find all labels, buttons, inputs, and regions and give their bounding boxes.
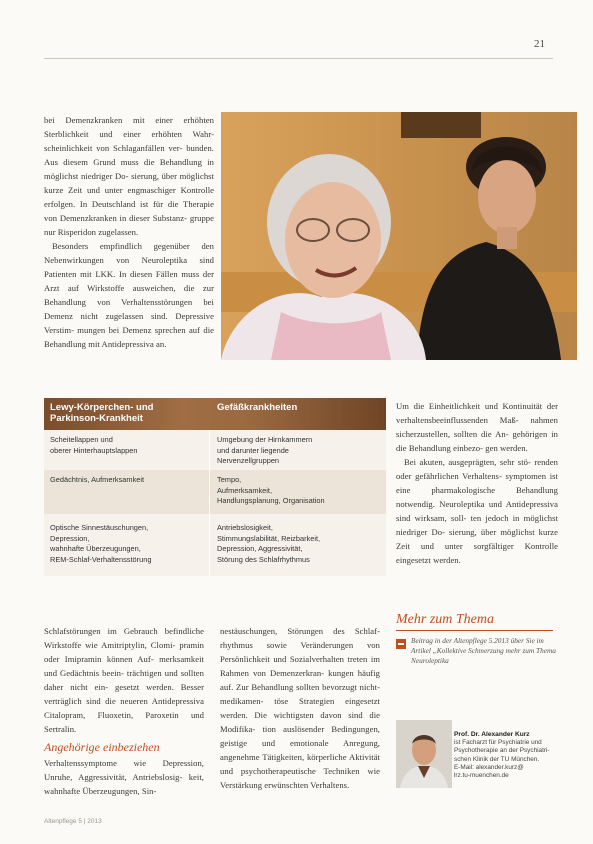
- text-line: ten jedoch in möglichst niedriger Do-: [396, 513, 558, 537]
- table-row: [44, 514, 386, 576]
- text-line: scheinlichkeit von Schlaganfällen ver-: [44, 143, 183, 153]
- text-line: der verhaltensbeeinflussenden Maß-: [396, 401, 559, 425]
- text-line: Demenzkranken in dieser Substanz-: [59, 213, 188, 223]
- text-line: Verstärkung erwünschten Verhaltens.: [220, 780, 350, 790]
- table-row: [44, 430, 386, 470]
- author-line: schen Klinik der TU München.: [454, 755, 540, 763]
- paragraph: [220, 624, 380, 792]
- text-line: wichtigsten davon sind die Modifika-: [220, 710, 380, 734]
- text-line: kungen häufig auf. Zur Behandlung: [220, 668, 380, 692]
- footer: Altenpflege 5 | 2013: [44, 818, 102, 825]
- text-line: bei Demenzkranken mit einer erhöhten: [44, 115, 214, 125]
- column-bottom-middle: [220, 624, 380, 792]
- paragraph: [44, 624, 204, 736]
- text-line: nahmen sicherzustellen, sollten die An-: [396, 415, 558, 439]
- table-cell: Antriebslosigkeit, Stimmungslabilität, Reizbarkeit, Depression, Aggressivität, Störung des Schlafrhythmus: [217, 523, 321, 564]
- text-line: Behandlung notwendig. Neuroleptika: [396, 485, 558, 509]
- text-line: Verhaltensstörungen bei Demenz nicht: [44, 297, 214, 321]
- text-line: bunden. Aus diesem Grund muss die: [44, 143, 214, 167]
- column-left-top: [44, 113, 214, 351]
- divider: [396, 630, 553, 631]
- column-bottom-left-2: [44, 756, 204, 798]
- page-number: 21: [534, 38, 545, 50]
- text-line: unter sorgfältiger Kontrolle eingesetzt: [396, 541, 559, 565]
- column-bottom-left: [44, 624, 204, 736]
- text-line: nestäuschungen, Störungen des Schlaf-: [220, 626, 380, 636]
- paragraph: [44, 113, 214, 239]
- text-line: und Antidepressiva sind wirksam, soll-: [396, 499, 558, 523]
- text-line: merksamkeit und Gedächtnis beein-: [44, 654, 204, 678]
- author-line: E-Mail: alexander.kurz@: [454, 763, 524, 771]
- author-line: lrz.tu-muenchen.de: [454, 772, 509, 780]
- text-line: den Nebenwirkungen von Neuroleptika: [44, 241, 214, 265]
- text-line: sierung, über möglichst kurze Zeit und: [44, 171, 215, 195]
- text-line: sierung, über möglichst kurze Zeit und: [396, 527, 559, 551]
- text-line: psychotherapeutische Techniken wie: [240, 766, 381, 776]
- text-line: gen werden.: [485, 443, 528, 453]
- text-line: sollten bevorzugt nicht-medikamen-: [220, 682, 380, 706]
- text-line: In Deutschland ist für die Therapie von: [44, 199, 214, 223]
- text-line: und emotionale Anregung, angenehme: [220, 738, 381, 762]
- text-line: tion auslösender Bedingungen, geistige: [220, 724, 380, 748]
- author-name: Prof. Dr. Alexander Kurz: [454, 731, 530, 738]
- text-line: Besonders empfindlich gegenüber: [52, 241, 190, 251]
- text-line: Schlafstörungen im Gebrauch befindliche: [44, 626, 204, 636]
- text-line: Persönlichkeit und Sozialverhalten: [220, 654, 345, 664]
- text-line: Verhaltenssymptome wie Depression,: [44, 758, 204, 768]
- photo-senior-and-caregiver: [221, 112, 577, 360]
- paragraph: [44, 239, 214, 351]
- text-line: werden.: [433, 555, 461, 565]
- more-on-topic-text: Beitrag in der Altenpflege 5.2013 über Sie im Artikel „Kollektive Schmerzung mehr zum Thema Neuroleptika: [411, 636, 556, 665]
- column-right-top: [396, 399, 558, 567]
- table-cell: Optische Sinnestäuschungen, Depression, wahnhafte Überzeugungen, REM-Schlaf-Verhaltensstörung: [50, 523, 152, 564]
- comparison-table: [44, 398, 386, 576]
- text-line: Fällen muss der Arzt auf Wirkstoffe: [44, 269, 215, 293]
- photo-illustration: [221, 112, 577, 360]
- text-line: Behandlung in möglichst niedriger Do-: [44, 157, 215, 181]
- paragraph: [396, 455, 558, 567]
- text-line: sind Patienten mit LKK. In diesen: [44, 255, 215, 279]
- top-rule: [44, 58, 553, 59]
- text-line: trächtigen und sollten daher nicht ein-: [44, 668, 205, 692]
- text-line: mungen bei Demenz sprechen auf die: [77, 325, 214, 335]
- author-line: ist Facharzt für Psychiatrie und: [454, 739, 542, 747]
- text-line: pramin oder Imipramin können Auf-: [44, 640, 204, 664]
- author-lines: [454, 739, 572, 780]
- table-row: [44, 470, 386, 514]
- text-line: keit, wahnhafte Überzeugungen, Sin-: [44, 772, 204, 796]
- text-line: zugelassen sind. Depressive Verstim-: [44, 311, 215, 335]
- text-line: Tätigkeiten, körperliche Aktivität und: [220, 752, 380, 776]
- text-line: Wirkstoffe wie Amitriptylin, Clomi-: [44, 640, 176, 650]
- paragraph: [44, 756, 204, 798]
- text-line: Unruhe, Aggressivität, Antriebslosig-: [44, 772, 183, 782]
- text-line: unter engmaschiger Kontrolle erfolgen.: [44, 185, 214, 209]
- text-line: gesetzt werden. Besser verträglich sind: [44, 682, 204, 706]
- table-cell: Scheitellappen und oberer Hinterhauptslappen: [50, 435, 138, 455]
- table-cell: Tempo, Aufmerksamkeit, Handlungsplanung, Organisation: [217, 475, 325, 505]
- text-line: renden oder gefährlichen Verhaltens-: [396, 457, 558, 481]
- text-line: töse Strategien eingesetzt werden. Die: [220, 696, 381, 720]
- paragraph: [396, 399, 558, 455]
- table-header-left: Lewy-Körperchen- und Parkinson-Krankheit: [50, 402, 154, 424]
- more-on-topic-title: Mehr zum Thema: [396, 612, 494, 627]
- subheading: Angehörige einbeziehen: [44, 740, 160, 754]
- text-line: gruppe nur Risperidon zugelassen.: [44, 213, 215, 237]
- author-bio: [454, 731, 572, 780]
- text-line: die neueren Antidepressiva Citalopram,: [44, 696, 204, 720]
- text-line: Um die Einheitlichkeit und Kontinuität: [396, 401, 543, 411]
- text-line: gehörigen in die Behandlung einbezo-: [396, 429, 558, 453]
- text-line: rhythmus sowie Veränderungen von: [220, 640, 380, 650]
- text-line: Bei akuten, ausgeprägten, sehr stö-: [404, 457, 531, 467]
- author-line: Psychotherapie an der Psychiatri-: [454, 747, 550, 755]
- table-cell: Umgebung der Hirnkammern und darunter liegende Nervenzellgruppen: [217, 435, 313, 465]
- text-line: Behandlung mit Antidepressiva an.: [44, 339, 167, 349]
- text-line: ausweichen, die zur Behandlung von: [44, 283, 214, 307]
- table-cell: Gedächtnis, Aufmerksamkeit: [50, 475, 145, 484]
- text-line: treten im Rahmen von Demenzerkran-: [220, 654, 380, 678]
- table-header-right: Gefäßkrankheiten: [217, 402, 298, 413]
- text-line: symptomen ist eine pharmakologische: [396, 471, 558, 495]
- text-line: Fluoxetin, Paroxetin und Sertralin.: [44, 710, 204, 734]
- text-line: Sterblichkeit und einer erhöhten Wahr-: [44, 129, 214, 139]
- author-photo: [396, 720, 452, 788]
